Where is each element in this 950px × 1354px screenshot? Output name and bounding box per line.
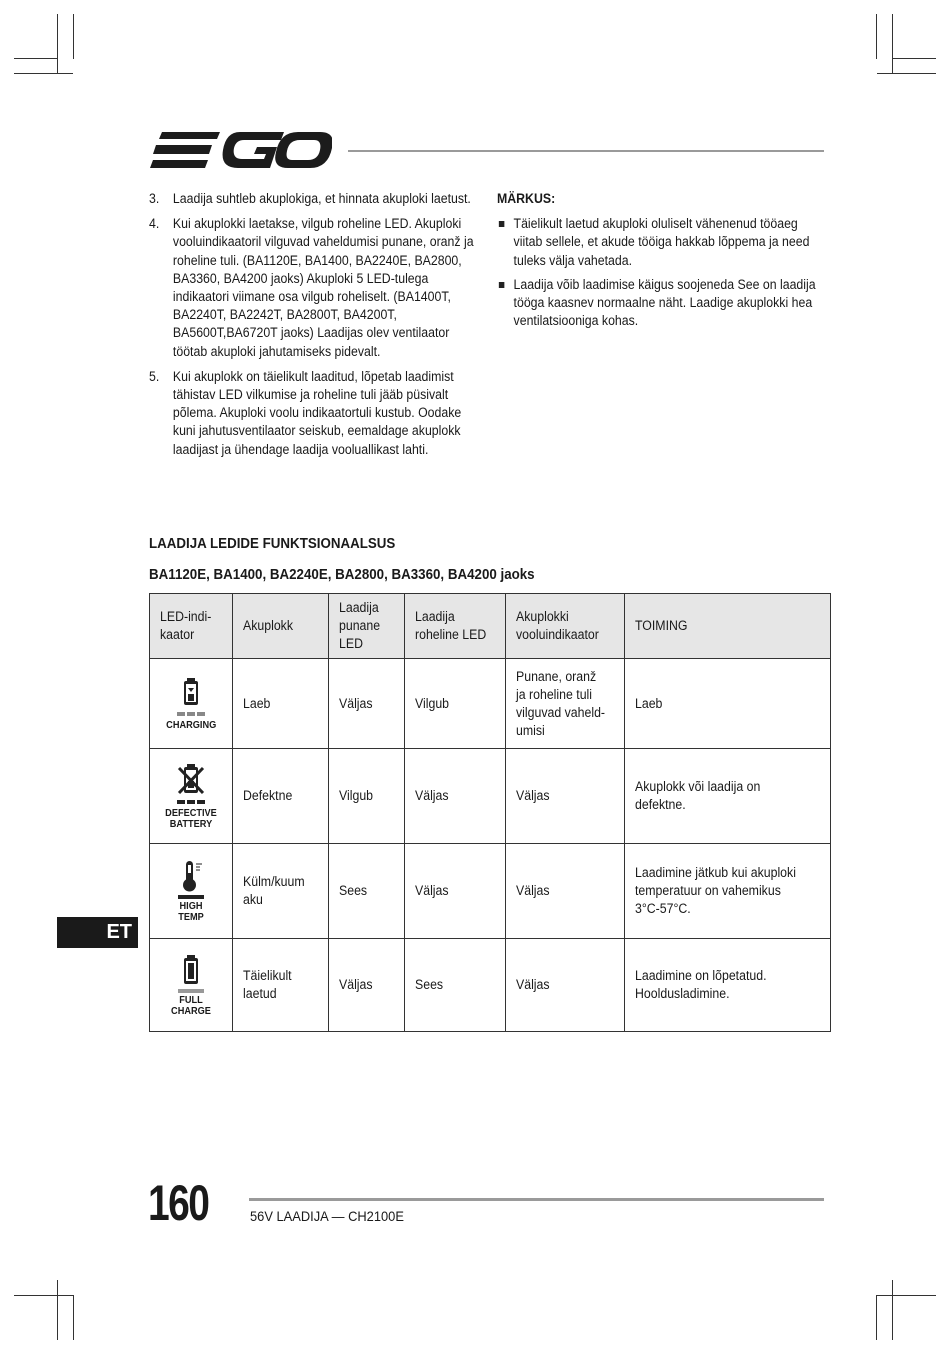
crop-mark [877,1295,936,1296]
table-cell: Sees [405,939,506,1032]
table-cell: Väljas [405,749,506,844]
table-cell: Laadimine jätkub kui akuploki temperatuur on vahemikus 3°C-57°C. [625,844,831,939]
table-row [150,844,831,939]
list-item [149,190,475,208]
table-cell: Väljas [506,749,625,844]
step-number: 3. [149,191,160,206]
note-text: Täielikult laetud akuploki oluliselt vähenenud tööaeg viitab sellele, et akude tööiga hakkab lõppema ja need tuleks välja vahetada. [513,216,810,268]
header-rule [348,150,824,152]
crop-mark [14,58,58,59]
table-cell: Laeb [625,659,831,749]
ego-logo [150,128,332,172]
bullet-square-icon [497,276,514,331]
bullet-square-icon [497,215,514,270]
section-subtitle: BA1120E, BA1400, BA2240E, BA2800, BA3360, BA4200 jaoks [149,567,535,583]
table-cell: Väljas [506,939,625,1032]
icon-label: DEFECTIVE BATTERY [165,807,217,830]
column-header: Laadija roheline LED [405,594,506,659]
table-cell: Väljas [329,659,405,749]
note-text: Laadija võib laadimise käigus soojeneda See on laadija tööga kaasnev normaalne näht. Laadige akuplokki hea ventilatsiooniga kohas. [513,276,816,329]
table-cell: Külm/kuum aku [233,844,329,939]
led-indicator-cell [150,749,233,844]
crop-mark [876,14,877,59]
table-cell: Täielikult laetud [233,939,329,1032]
crop-mark [892,1280,893,1340]
table-cell: Vilgub [329,749,405,844]
table-cell: Sees [329,844,405,939]
column-header: Laadija punane LED [329,594,405,659]
table-cell: Laeb [233,659,329,749]
crop-mark [73,1295,74,1340]
step-number: 5. [149,368,160,384]
step-number: 4. [149,216,160,232]
led-function-table [149,593,831,1032]
led-indicator-cell [150,939,233,1032]
column-header: LED-indi-kaator [150,594,233,659]
icon-label: HIGH TEMP [178,900,204,923]
section-title: LAADIJA LEDIDE FUNKTSIONAALSUS [149,536,396,552]
table-cell: Väljas [506,844,625,939]
charging-battery-icon [174,676,208,720]
crop-mark [73,14,74,59]
footer-text: 56V LAADIJA — CH2100E [250,1208,404,1224]
crop-mark [14,73,73,74]
table-row [150,749,831,844]
language-tab: ET [57,917,138,948]
full-battery-icon [174,953,208,995]
table-cell: Punane, oranž ja roheline tuli vilguvad vaheld-umisi [506,659,625,749]
table-cell: Väljas [405,844,506,939]
steps-list [149,190,475,466]
led-indicator-cell [150,844,233,939]
footer-rule [249,1198,824,1201]
table-cell: Akuplokk või laadija on defektne. [625,749,831,844]
crop-mark [57,14,58,74]
list-item [497,276,823,331]
icon-label: FULL CHARGE [171,994,211,1017]
crop-mark [14,1295,73,1296]
table-cell: Väljas [329,939,405,1032]
column-header: Akuplokki vooluindikaator [506,594,625,659]
list-item [149,368,475,459]
icon-label: CHARGING [165,719,217,731]
step-text: Laadija suhtleb akuplokiga, et hinnata akuploki laetust. [172,191,471,206]
crop-mark [876,1295,877,1340]
table-header-row [150,594,831,659]
page-number: 160 [148,1175,209,1231]
list-item [497,215,823,270]
table-cell: Laadimine on lõpetatud. Hooldusladimine. [625,939,831,1032]
column-header: Akuplokk [233,594,329,659]
note-box [497,190,823,336]
crop-mark [877,73,936,74]
led-indicator-cell [150,659,233,749]
table-row [150,939,831,1032]
list-item [149,215,475,361]
step-text: Kui akuplokk on täielikult laaditud, lõpetab laadimist tähistav LED vilkumise ja roheline tuli jääb püsivalt põlema. Akuploki voolu indikaatortuli kustub. Oodake kuni jahutusventilaator seiskub, eemaldage akuplokk laadijast ja ühendage laadija vooluallikast lahti. [172,368,462,457]
table-cell: Vilgub [405,659,506,749]
column-header: TOIMING [625,594,831,659]
defective-battery-icon [174,762,208,808]
table-row [150,659,831,749]
thermometer-icon [174,859,208,901]
note-title: MÄRKUS: [497,191,556,206]
step-text: Kui akuplokki laetakse, vilgub roheline LED. Akuploki vooluindikaatoril vilguvad vaheldumisi punane, oranž ja roheline tuli. (BA1120E, BA1400, BA2240E, BA2800, BA3360, BA4200 jaoks) Akuploki 5 LED-tulega indikaatori viimane osa vilgub roheliselt. (BA1400T, BA2240T, BA2242T, BA2800T, BA4200T, BA5600T,BA6720T jaoks) Laadijas olev ventilaator töötab akuploki jahutamiseks pidevalt. [172,216,474,359]
crop-mark [892,14,893,74]
table-cell: Defektne [233,749,329,844]
crop-mark [57,1280,58,1340]
crop-mark [892,58,936,59]
